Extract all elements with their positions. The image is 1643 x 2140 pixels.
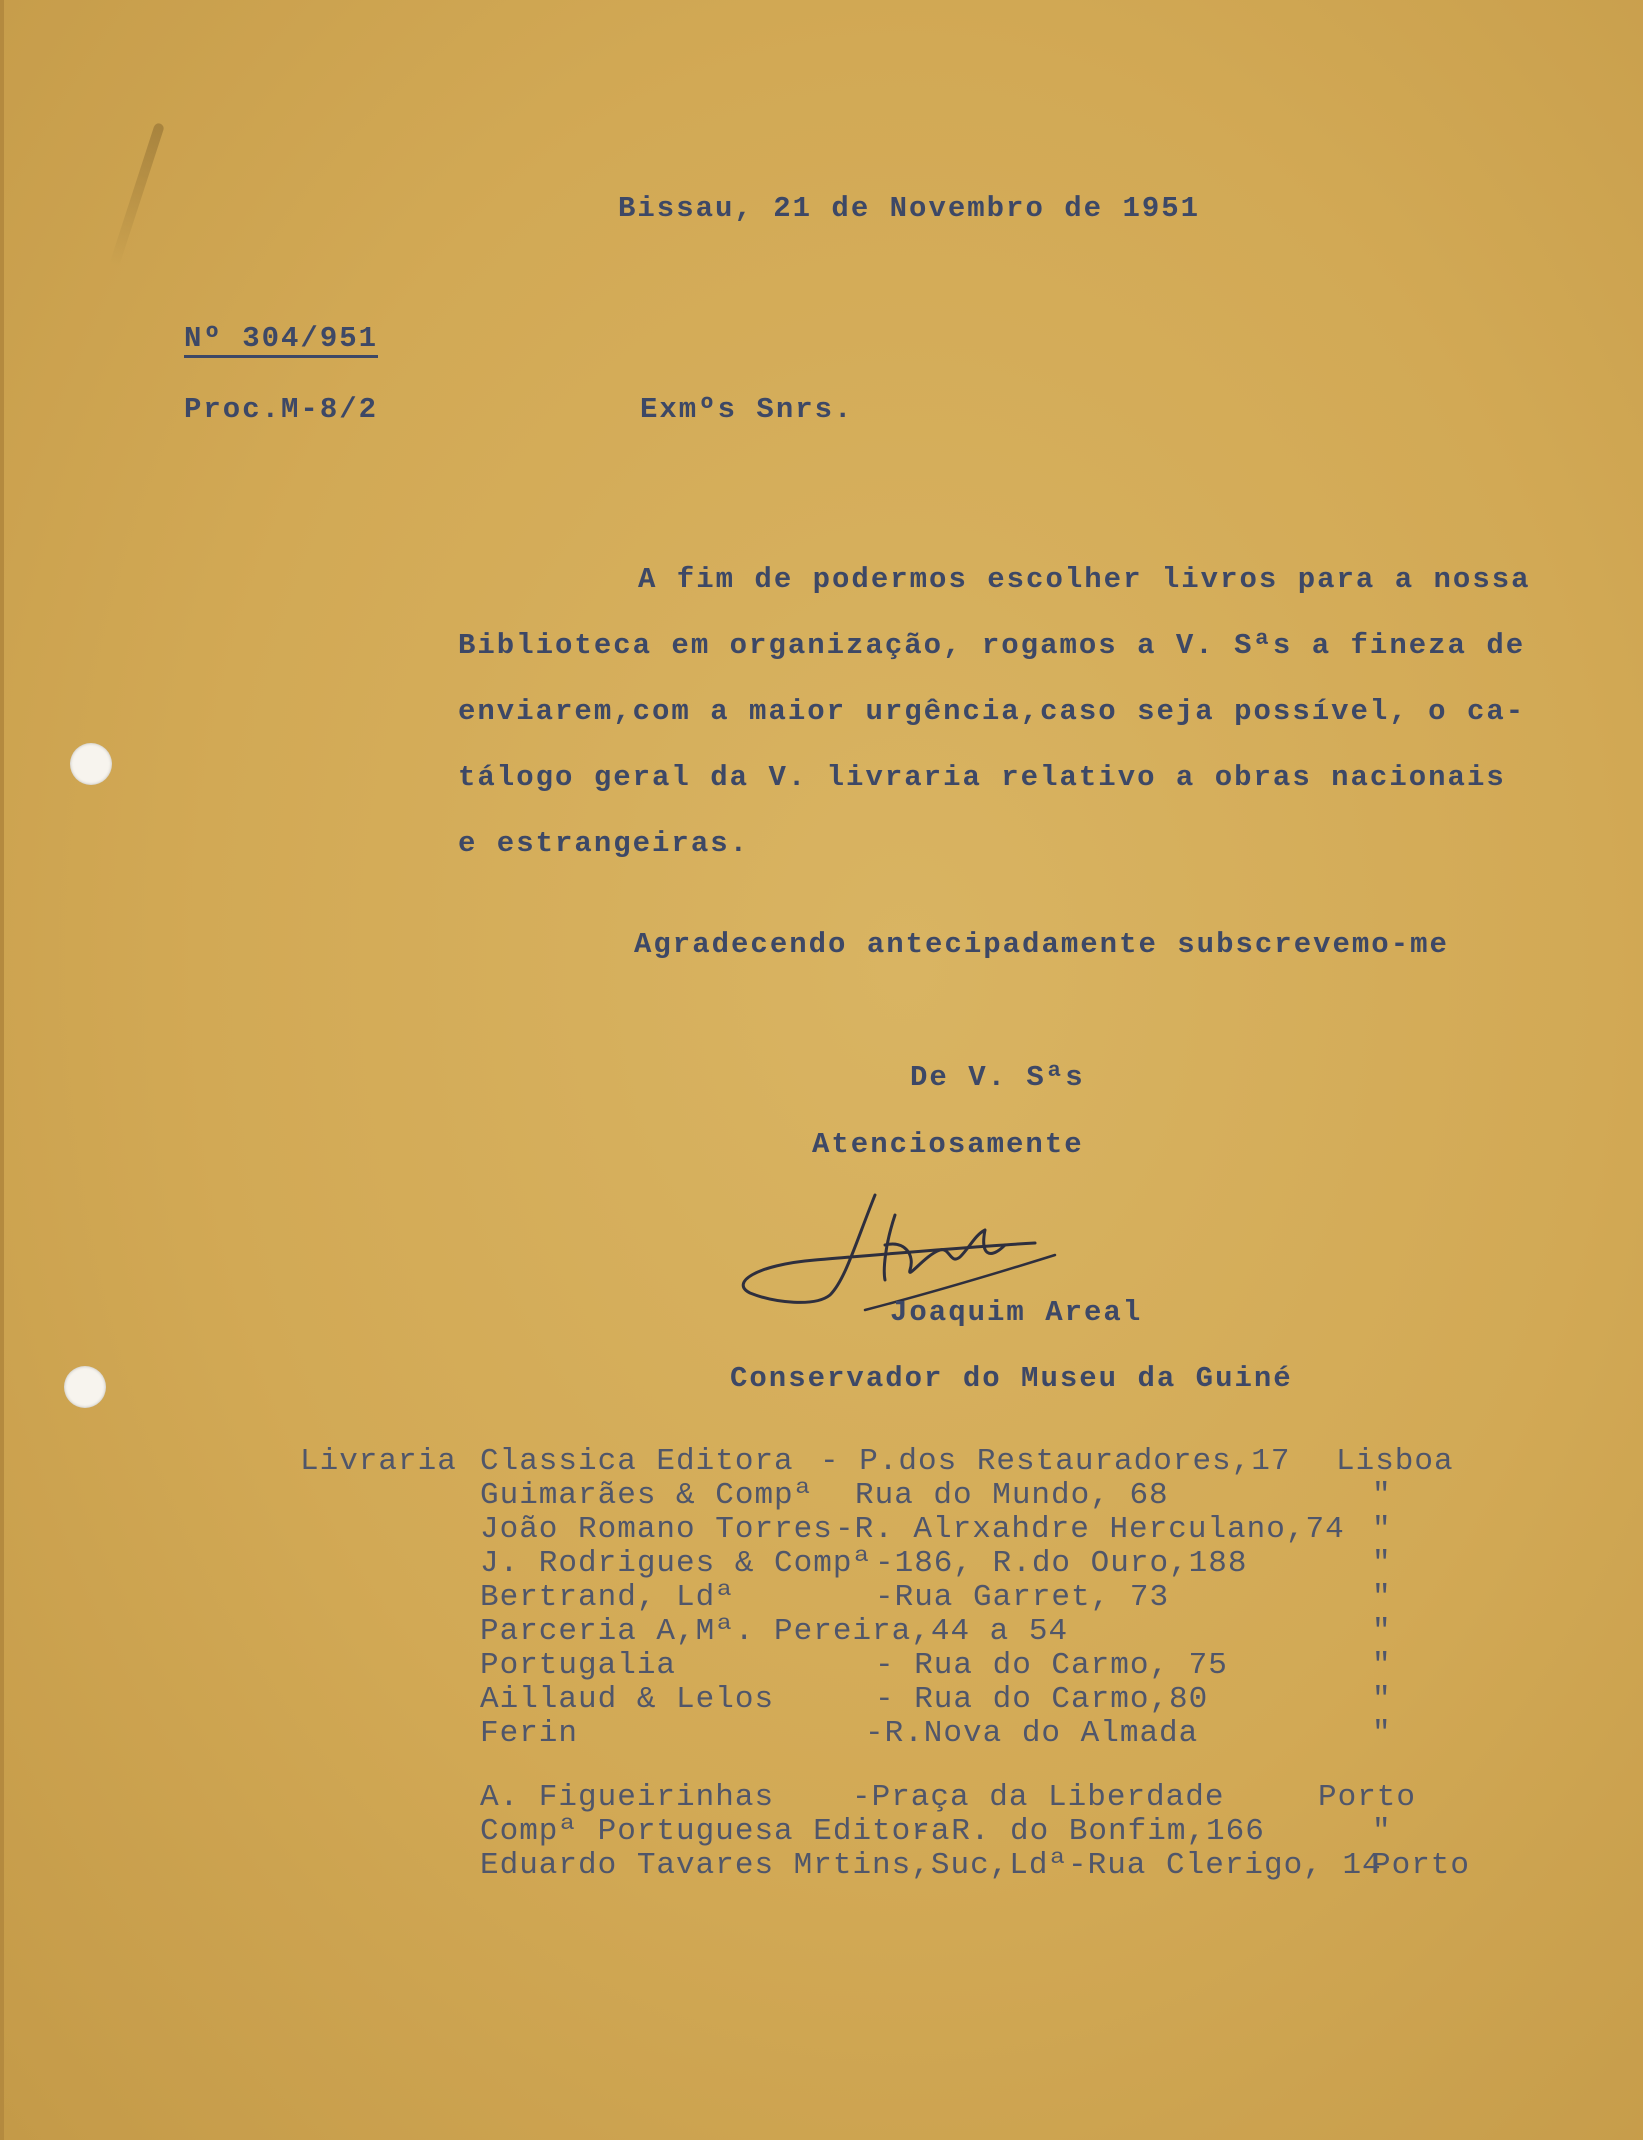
bookshop-address: -Praça da Liberdade	[852, 1780, 1225, 1815]
paper-stain	[109, 122, 165, 268]
bookshop-address: -R.Nova do Almada	[865, 1716, 1199, 1751]
signer-title: Conservador do Museu da Guiné	[730, 1362, 1293, 1395]
bookshop-address: -186, R.do Ouro,188	[875, 1546, 1248, 1581]
bookshop-address: Rua do Mundo, 68	[855, 1478, 1169, 1513]
bookshop-name: Parceria A,Mª. Pereira,44 a 54	[480, 1614, 1069, 1649]
bookshop-city: Lisboa	[1336, 1444, 1454, 1479]
bookshop-city: "	[1372, 1512, 1392, 1547]
bookshop-name: Compª Portuguesa Editora	[480, 1814, 951, 1849]
bookshop-city: "	[1372, 1580, 1392, 1615]
bookshop-city: "	[1372, 1814, 1392, 1849]
reference-number-text: Nº 304/951	[184, 322, 378, 358]
paper-edge	[0, 0, 4, 2140]
bookshop-name: Eduardo Tavares Mrtins,Suc,Ldª	[480, 1848, 1069, 1883]
bookshop-name: Bertrand, Ldª	[480, 1580, 735, 1615]
bookshop-address: -Rua Clerigo, 14	[1068, 1848, 1382, 1883]
date-line: Bissau, 21 de Novembro de 1951	[618, 192, 1201, 225]
closing-line: Agradecendo antecipadamente subscrevemo-me	[634, 928, 1449, 961]
bookshop-address: -Rua Garret, 73	[875, 1580, 1170, 1615]
body-line: A fim de podermos escolher livros para a nossa	[638, 563, 1531, 596]
body-line: e estrangeiras.	[458, 827, 750, 860]
punch-hole-bottom	[64, 1366, 106, 1408]
bookshop-city: "	[1372, 1648, 1392, 1683]
regards-line-2: Atenciosamente	[812, 1128, 1084, 1161]
bookshop-name: Guimarães & Compª	[480, 1478, 814, 1513]
bookshop-city: "	[1372, 1546, 1392, 1581]
bookshop-name: Portugalia	[480, 1648, 677, 1683]
bookshop-name: A. Figueirinhas	[480, 1780, 775, 1815]
bookshop-name: Aillaud & Lelos	[480, 1682, 775, 1717]
bookshop-name: J. Rodrigues & Compª	[480, 1546, 873, 1581]
body-line: Biblioteca em organização, rogamos a V. Sªs a fineza de	[458, 629, 1526, 662]
signer-name: Joaquim Areal	[890, 1296, 1143, 1329]
bookshop-address: - Rua do Carmo, 75	[875, 1648, 1228, 1683]
process-code: Proc.M-8/2	[184, 393, 379, 426]
body-line: tálogo geral da V. livraria relativo a obras nacionais	[458, 761, 1506, 794]
bookshop-address: - R. do Bonfim,166	[912, 1814, 1265, 1849]
reference-number	[184, 322, 378, 355]
bookshop-address: -R. Alrxahdre Herculano,74	[835, 1512, 1345, 1547]
regards-line: De V. Sªs	[910, 1061, 1085, 1094]
bookshop-city: Porto	[1318, 1780, 1417, 1815]
bookshop-city: "	[1372, 1716, 1392, 1751]
bookshop-name: Ferin	[480, 1716, 579, 1751]
bookshop-name: Classica Editora	[480, 1444, 794, 1479]
punch-hole-top	[70, 743, 112, 785]
bookshop-address: - Rua do Carmo,80	[875, 1682, 1209, 1717]
bookshop-address: - P.dos Restauradores,17	[820, 1444, 1291, 1479]
bookshop-row-prefix: Livraria	[300, 1444, 457, 1479]
salutation: Exmºs Snrs.	[640, 393, 854, 426]
body-line: enviarem,com a maior urgência,caso seja possível, o ca-	[458, 695, 1526, 728]
bookshop-city: "	[1372, 1682, 1392, 1717]
bookshop-city: "	[1372, 1614, 1392, 1649]
bookshop-name: João Romano Torres	[480, 1512, 833, 1547]
bookshop-city: Porto	[1372, 1848, 1471, 1883]
bookshop-city: "	[1372, 1478, 1392, 1513]
